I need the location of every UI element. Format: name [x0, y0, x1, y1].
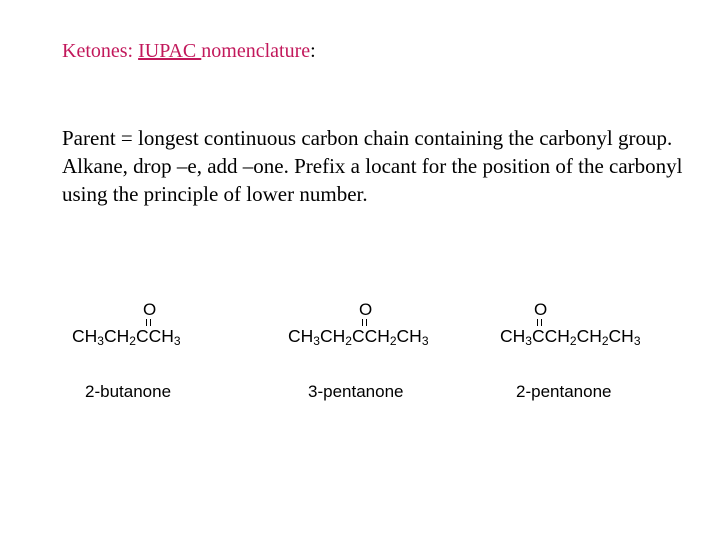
slide-title — [62, 40, 316, 63]
carbonyl-oxygen: O — [534, 300, 548, 319]
compound-name: 2-butanone — [85, 382, 172, 401]
body-paragraph: Parent = longest continuous carbon chain containing the carbonyl group. Alkane, drop –e, add –one. Prefix a locant for the position of the carbonyl using the principle of lower number. — [62, 126, 683, 206]
title-rest: nomenclature — [201, 40, 311, 62]
compound-name: 3-pentanone — [308, 382, 404, 401]
condensed-formula: $CH_3CCH_2CH_2CH_3$ — [500, 326, 641, 348]
double-bond — [537, 319, 542, 326]
double-bond — [146, 319, 151, 326]
title-colon: : — [310, 40, 316, 62]
double-bond — [362, 319, 367, 326]
carbonyl-oxygen: O — [359, 300, 373, 319]
title-prefix: Ketones: — [62, 40, 139, 62]
carbonyl-oxygen: O — [143, 300, 157, 319]
condensed-formula: $CH_3CH_2CCH_2CH_3$ — [288, 326, 429, 348]
condensed-formula: $CH_3CH_2CCH_3$ — [72, 326, 181, 348]
compound-name: 2-pentanone — [516, 382, 612, 401]
title-underlined: IUPAC — [138, 40, 202, 62]
